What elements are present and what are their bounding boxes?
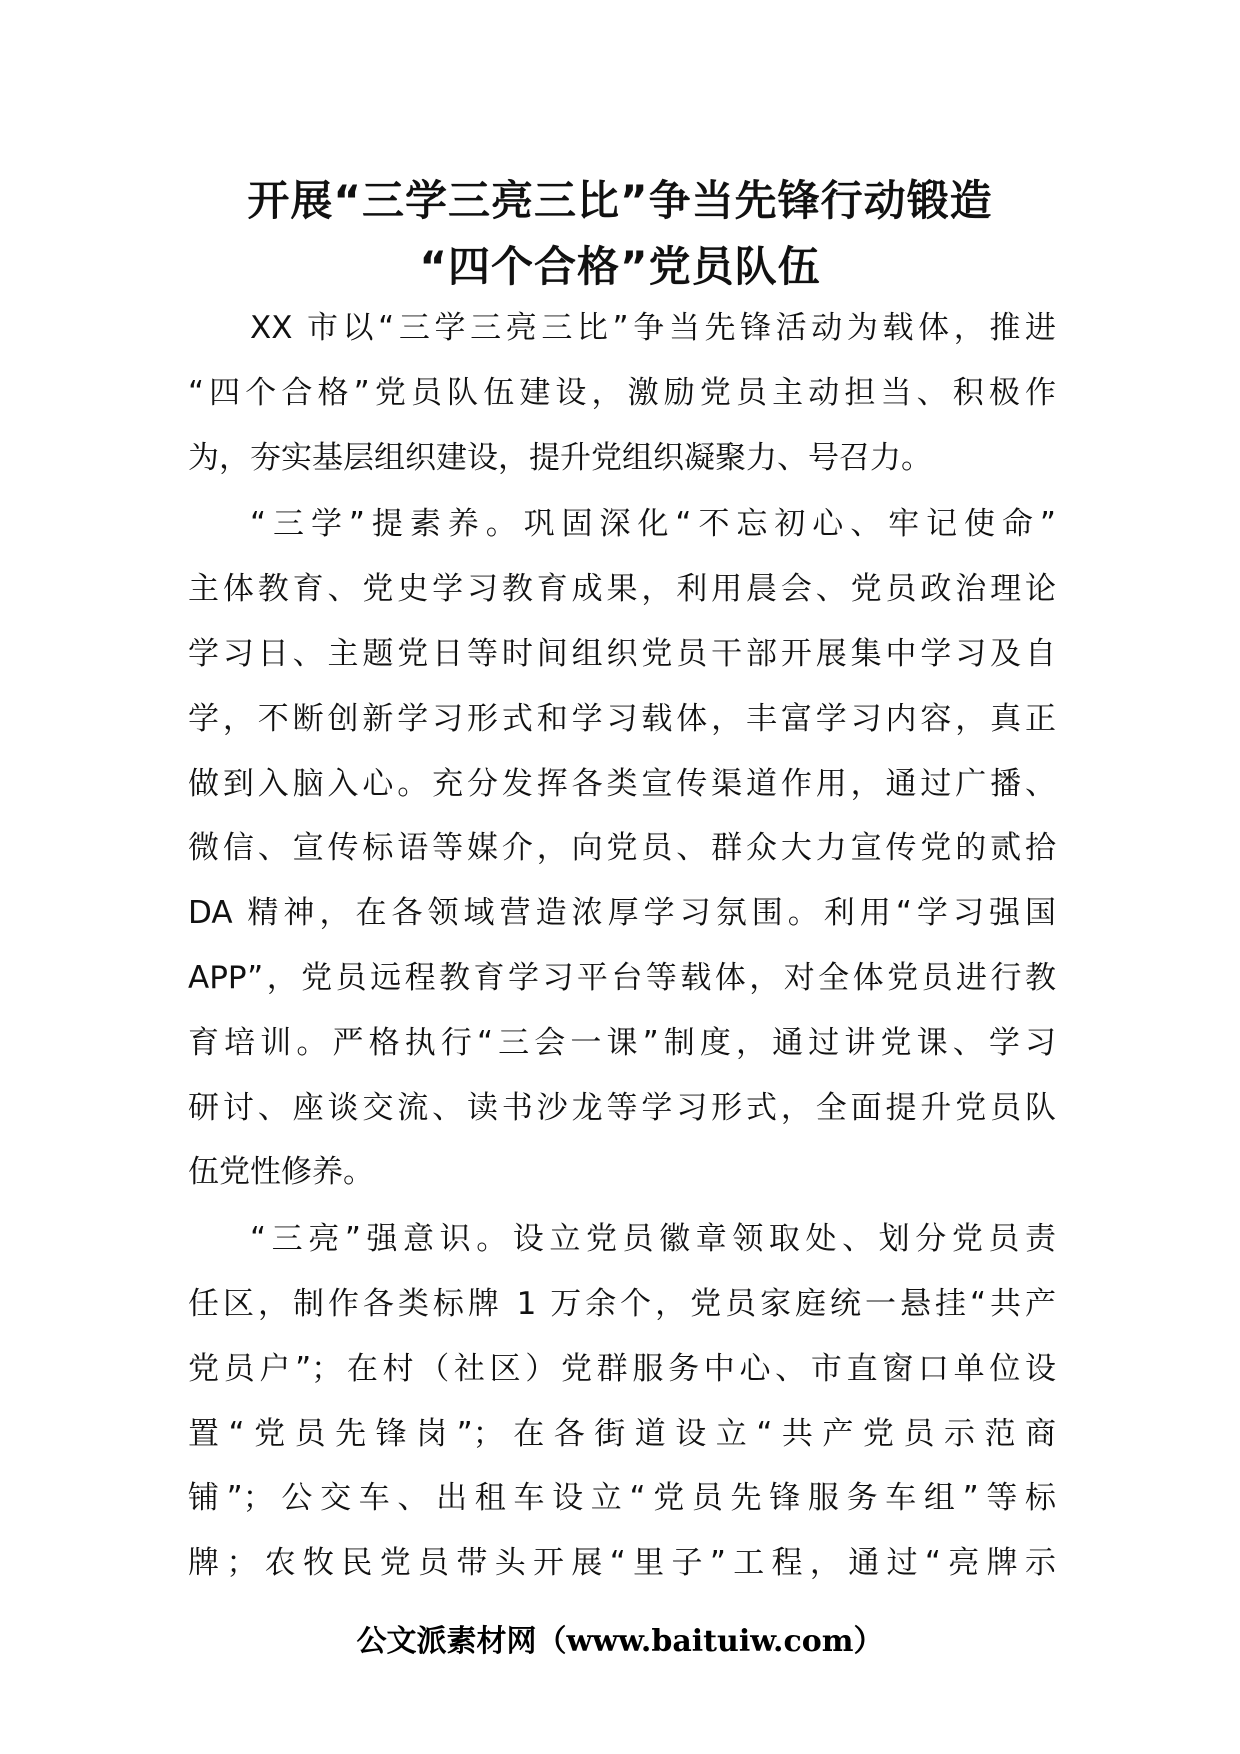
text-line: “三亮”强意识。设立党员徽章领取处、划分党员责 (250, 1221, 1056, 1258)
document-body (188, 296, 1056, 1598)
text-line: 研讨、座谈交流、读书沙龙等学习形式，全面提升党员队 (188, 1089, 1056, 1126)
text-line: “四个合格”党员队伍建设，激励党员主动担当、积极作 (188, 374, 1056, 411)
text-line: 学习日、主题党日等时间组织党员干部开展集中学习及自 (188, 635, 1056, 672)
title-line-1: 开展“三学三亮三比”争当先锋行动锻造 (247, 176, 993, 225)
text-line: 牌；农牧民党员带头开展“里子”工程，通过“亮牌示 (188, 1545, 1056, 1582)
title-line-2: “四个合格”党员队伍 (419, 242, 821, 291)
footer-watermark: 公文派素材网（www.baituiw.com） (356, 1624, 884, 1659)
text-line: “三学”提素养。巩固深化“不忘初心、牢记使命” (250, 506, 1056, 543)
text-line: 微信、宣传标语等媒介，向党员、群众大力宣传党的贰拾 (188, 830, 1056, 867)
text-line: APP”，党员远程教育学习平台等载体，对全体党员进行教 (188, 959, 1056, 996)
paragraph-intro (188, 296, 1056, 490)
text-line: 育培训。严格执行“三会一课”制度，通过讲党课、学习 (188, 1024, 1056, 1061)
paragraph-sanliang (188, 1207, 1056, 1596)
text-line: 伍党性修养。 (188, 1154, 374, 1191)
page-title (150, 168, 1090, 300)
text-line: DA 精神，在各领域营造浓厚学习氛围。利用“学习强国 (188, 895, 1056, 932)
text-line: 做到入脑入心。充分发挥各类宣传渠道作用，通过广播、 (188, 765, 1056, 802)
text-line: 铺”；公交车、出租车设立“党员先锋服务车组”等标 (188, 1480, 1056, 1517)
text-line: 党员户”；在村（社区）党群服务中心、市直窗口单位设 (188, 1350, 1056, 1387)
text-line: 主体教育、党史学习教育成果，利用晨会、党员政治理论 (188, 571, 1056, 608)
text-line: 置“党员先锋岗”；在各街道设立“共产党员示范商 (188, 1415, 1056, 1452)
text-line: 学，不断创新学习形式和学习载体，丰富学习内容，真正 (188, 700, 1056, 737)
text-line: 任区，制作各类标牌 1 万余个，党员家庭统一悬挂“共产 (188, 1285, 1056, 1322)
text-line: XX 市以“三学三亮三比”争当先锋活动为载体，推进 (250, 310, 1056, 346)
text-line: 为，夯实基层组织建设，提升党组织凝聚力、号召力。 (188, 439, 932, 476)
paragraph-sanxue (188, 492, 1056, 1205)
